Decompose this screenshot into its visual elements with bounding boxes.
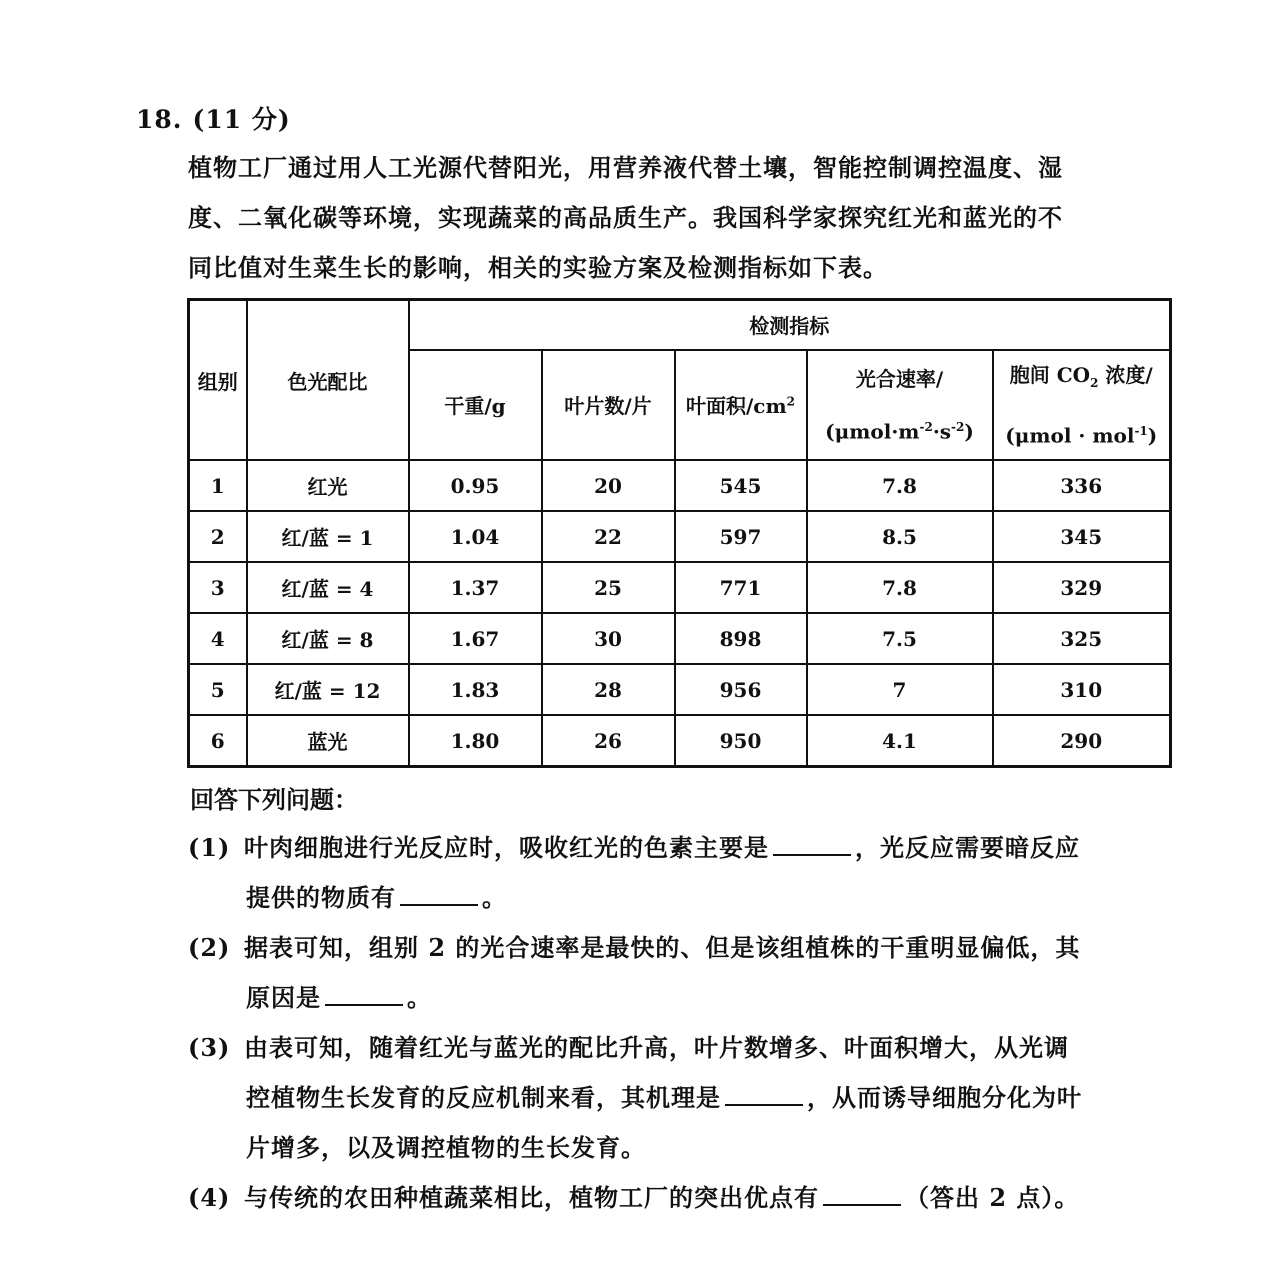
sub-question-text: 与传统的农田种植蔬菜相比，植物工厂的突出优点有 （答出 2 点）。: [188, 1173, 1178, 1223]
sub-question-2: [188, 923, 1178, 1023]
sub-question-number: (4): [188, 1183, 231, 1212]
sub-question-text: 据表可知，组别 2 的光合速率是最快的、但是该组植株的干重明显偏低，其: [244, 933, 1081, 962]
intro-line: 同比值对生菜生长的影响，相关的实验方案及检测指标如下表。: [188, 253, 888, 282]
answer-blank[interactable]: [400, 878, 478, 906]
experiment-table: [187, 298, 1172, 768]
sub-question-3: [188, 1023, 1178, 1173]
table-row: 5 红/蓝 = 12 1.83 28 956 7 310: [189, 664, 1171, 715]
answer-blank[interactable]: [725, 1078, 803, 1106]
answer-blank[interactable]: [823, 1178, 901, 1206]
table-row: 6 蓝光 1.80 26 950 4.1 290: [189, 715, 1171, 767]
table-row: 1 红光 0.95 20 545 7.8 336: [189, 460, 1171, 511]
sub-question-text: 提供的物质有 。: [188, 873, 1178, 923]
sub-question-4: [188, 1173, 1178, 1223]
header-photosynthesis-rate: 光合速率/ $(\mu mol\cdot m^{-2}\cdot s^{-2})$: [807, 350, 993, 461]
header-dry-weight: 干重/g: [409, 350, 542, 461]
table-row: 2 红/蓝 = 1 1.04 22 597 8.5 345: [189, 511, 1171, 562]
intro-line: 植物工厂通过用人工光源代替阳光，用营养液代替土壤，智能控制调控温度、湿: [188, 153, 1063, 182]
table-row: 3 红/蓝 = 4 1.37 25 771 7.8 329: [189, 562, 1171, 613]
header-co2-concentration: 胞间 $CO_2$ 浓度/ (μmol · mol$^{-1}$): [993, 350, 1171, 461]
question-header: [136, 100, 291, 136]
header-leaf-count: 叶片数/片: [542, 350, 675, 461]
sub-question-number: (3): [188, 1033, 231, 1062]
header-ratio: 色光配比: [247, 300, 409, 461]
header-group: 组别: [189, 300, 247, 461]
sub-questions: [188, 823, 1178, 1223]
intro-line: 度、二氧化碳等环境，实现蔬菜的高品质生产。我国科学家探究红光和蓝光的不: [188, 203, 1063, 232]
sub-question-number: (1): [188, 833, 231, 862]
sub-question-text: 叶肉细胞进行光反应时，吸收红光的色素主要是 ，光反应需要暗反应: [188, 823, 1178, 873]
sub-question-text: 由表可知，随着红光与蓝光的配比升高，叶片数增多、叶面积增大，从光调: [244, 1033, 1069, 1062]
sub-question-text: 片增多，以及调控植物的生长发育。: [246, 1133, 646, 1162]
header-leaf-area: 叶面积$/cm^2$: [675, 350, 807, 461]
sub-question-1: [188, 823, 1178, 923]
table-row: 4 红/蓝 = 8 1.67 30 898 7.5 325: [189, 613, 1171, 664]
question-score: (11 分): [192, 105, 291, 134]
sub-question-text: 控植物生长发育的反应机制来看，其机理是 ，从而诱导细胞分化为叶: [188, 1073, 1178, 1123]
question-intro: [188, 143, 1173, 293]
answer-blank[interactable]: [325, 978, 403, 1006]
header-indicators: 检测指标: [409, 300, 1171, 350]
sub-question-text: 原因是 。: [188, 973, 1178, 1023]
question-number: 18.: [136, 105, 183, 134]
sub-question-number: (2): [188, 933, 231, 962]
answer-prompt: 回答下列问题：: [190, 785, 358, 814]
answer-blank[interactable]: [773, 828, 851, 856]
